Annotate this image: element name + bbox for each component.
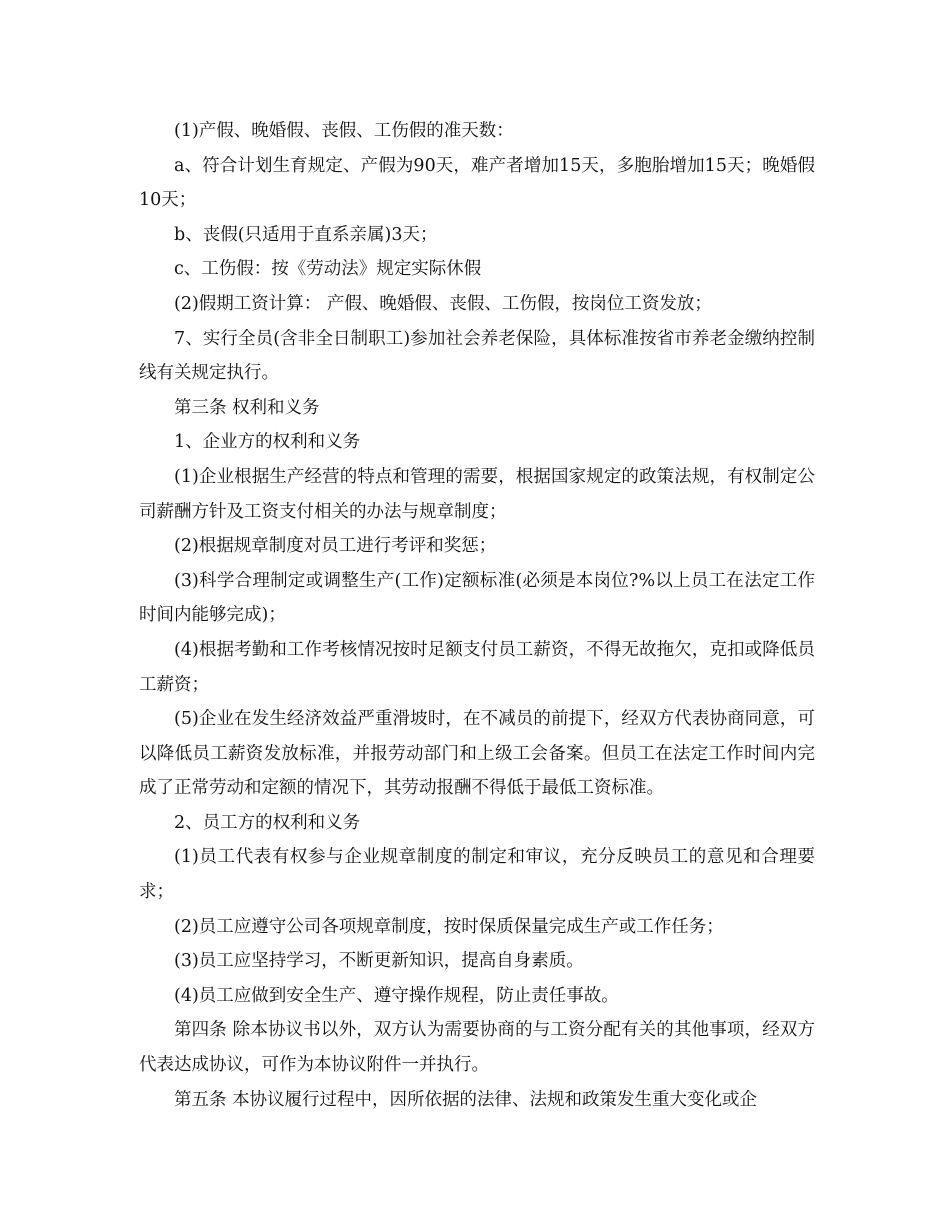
paragraph-employee-right-4: (4)员工应做到安全生产、遵守操作规程，防止责任事故。 [174,985,619,1006]
paragraph-employer-right-4: (4)根据考勤和工作考核情况按时足额支付员工薪资，不得无故拖欠，克扣或降低员工薪资； [139,639,815,695]
paragraph-leave-pay: (2)假期工资计算： 产假、晚婚假、丧假、工伤假，按岗位工资发放； [174,293,712,314]
paragraph-employer-right-5: (5)企业在发生经济效益严重滑坡时，在不减员的前提下，经双方代表协商同意，可以降低员工薪资发放标准，并报劳动部门和上级工会备案。但员工在法定工作时间内完成了正常劳动和定额的情况下，其劳动报酬不得低于最低工资标准。 [139,709,815,799]
paragraph-injury-leave: c、工伤假：按《劳动法》规定实际休假 [174,259,482,280]
paragraph-maternity-leave-rules: a、符合计划生育规定、产假为90天，难产者增加15天，多胞胎增加15天；晚婚假10天； [139,155,815,211]
paragraph-employee-right-1: (1)员工代表有权参与企业规章制度的制定和审议，充分反映员工的意见和合理要求； [139,847,815,903]
heading-employer-rights: 1、企业方的权利和义务 [174,432,361,453]
paragraph-employee-right-2: (2)员工应遵守公司各项规章制度，按时保质保量完成生产或工作任务； [174,916,724,937]
paragraph-bereavement-leave: b、丧假(只适用于直系亲属)3天； [174,224,438,245]
paragraph-employer-right-3: (3)科学合理制定或调整生产(工作)定额标准(必须是本岗位?%以上员工在法定工作时间内能够完成)； [139,570,815,626]
paragraph-article-five: 第五条 本协议履行过程中，因所依据的法律、法规和政策发生重大变化或企 [174,1089,758,1110]
heading-article-three: 第三条 权利和义务 [174,397,320,418]
paragraph-employee-right-3: (3)员工应坚持学习，不断更新知识，提高自身素质。 [174,951,584,972]
heading-employee-rights: 2、员工方的权利和义务 [174,812,361,833]
paragraph-employer-right-2: (2)根据规章制度对员工进行考评和奖惩； [174,536,497,557]
paragraph-maternity-leave-days: (1)产假、晚婚假、丧假、工伤假的准天数： [174,121,514,141]
paragraph-employer-right-1: (1)企业根据生产经营的特点和管理的需要，根据国家规定的政策法规，有权制定公司薪酬方针及工资支付相关的办法与规章制度； [139,466,815,522]
document-body [139,114,815,1117]
paragraph-pension-insurance: 7、实行全员(含非全日制职工)参加社会养老保险，具体标准按省市养老金缴纳控制线有关规定执行。 [139,328,815,384]
paragraph-article-four: 第四条 除本协议书以外，双方认为需要协商的与工资分配有关的其他事项，经双方代表达成协议，可作为本协议附件一并执行。 [139,1020,815,1076]
